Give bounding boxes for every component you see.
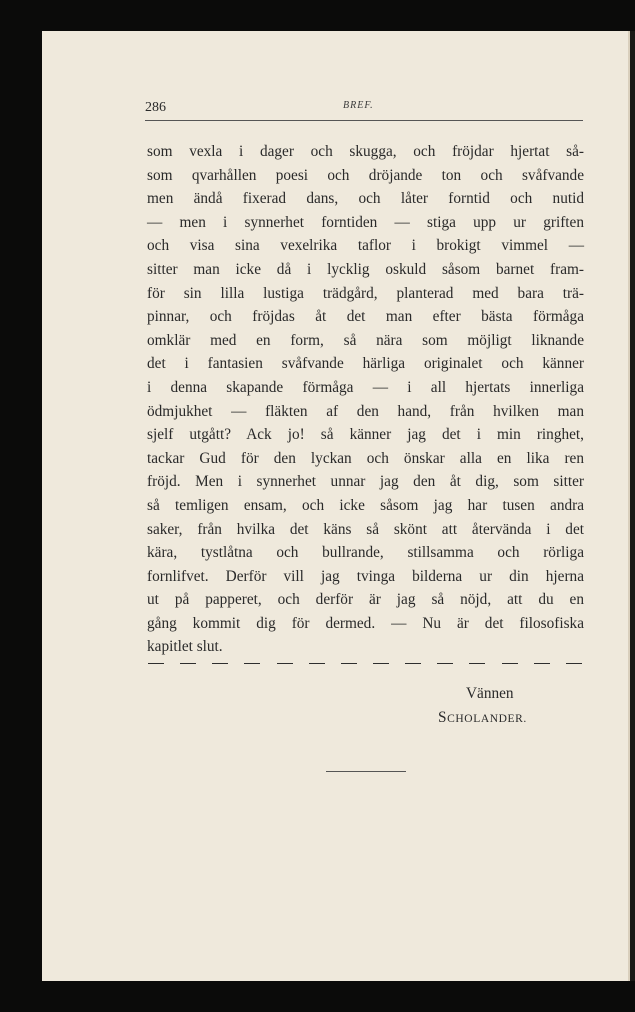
end-rule	[326, 771, 406, 772]
text-line: tackar Gud för den lyckan och önskar alla en lika ren	[147, 449, 584, 467]
text-line: kära, tystlåtna och bullrande, stillsamma och rörliga	[147, 544, 584, 562]
text-line: i denna skapande förmåga — i all hjertats innerliga	[147, 378, 584, 396]
text-line: och visa sina vexelrika taflor i brokigt vimmel —	[147, 237, 584, 255]
header-rule	[145, 120, 583, 121]
dash	[180, 663, 196, 664]
body-text	[147, 140, 584, 659]
page-edge-shadow	[630, 31, 635, 981]
dash	[437, 663, 453, 664]
letter-signature	[438, 709, 527, 727]
text-line: — men i synnerhet forntiden — stiga upp ur griften	[147, 213, 584, 231]
text-line: pinnar, och fröjdas åt det man efter bästa förmåga	[147, 308, 584, 326]
page-header	[103, 70, 583, 115]
text-line: sjelf utgått? Ack jo! så känner jag det i min ringhet,	[147, 426, 584, 444]
text-line: omklär med en form, så nära som möjligt liknande	[147, 331, 584, 349]
text-line: fröjd. Men i synnerhet unnar jag den åt dig, som sitter	[147, 473, 584, 491]
text-line: det i fantasien svåfvande härliga originalet och känner	[147, 355, 584, 373]
letter-closing: Vännen	[466, 685, 514, 702]
dash	[534, 663, 550, 664]
dash	[502, 663, 518, 664]
dash	[309, 663, 325, 664]
text-line: sitter man icke då i lycklig oskuld såsom barnet fram-	[147, 260, 584, 278]
dash	[469, 663, 485, 664]
text-line: ödmjukhet — fläkten af den hand, från hvilken man	[147, 402, 584, 420]
text-line: men ändå fixerad dans, och låter forntid och nutid	[147, 190, 584, 208]
text-line: så temligen ensam, och icke såsom jag har tusen andra	[147, 496, 584, 514]
text-line: gång kommit dig för dermed. — Nu är det filosofiska	[147, 614, 584, 632]
dash	[244, 663, 260, 664]
dash	[373, 663, 389, 664]
dash	[212, 663, 228, 664]
text-line: kapitlet slut.	[147, 638, 223, 656]
dash	[148, 663, 164, 664]
text-line: fornlifvet. Derför vill jag tvinga bilderna ur din hjerna	[147, 567, 584, 585]
signature-rest: CHOLANDER.	[447, 713, 527, 725]
text-line: ut på papperet, och derför är jag så nöjd, att du en	[147, 591, 584, 609]
text-line: saker, från hvilka det käns så skönt att återvända i det	[147, 520, 584, 538]
dash	[341, 663, 357, 664]
dash	[566, 663, 582, 664]
page-number: 286	[145, 100, 166, 115]
dash	[405, 663, 421, 664]
signature-initial: S	[438, 709, 448, 726]
dash-separator	[148, 663, 582, 665]
text-line: som vexla i dager och skugga, och fröjdar hjertat så-	[147, 143, 584, 160]
text-line: som qvarhållen poesi och dröjande ton och svåfvande	[147, 166, 584, 184]
dash	[277, 663, 293, 664]
text-line: för sin lilla lustiga trädgård, planterad med bara trä-	[147, 284, 584, 302]
running-title: BREF.	[343, 100, 374, 111]
